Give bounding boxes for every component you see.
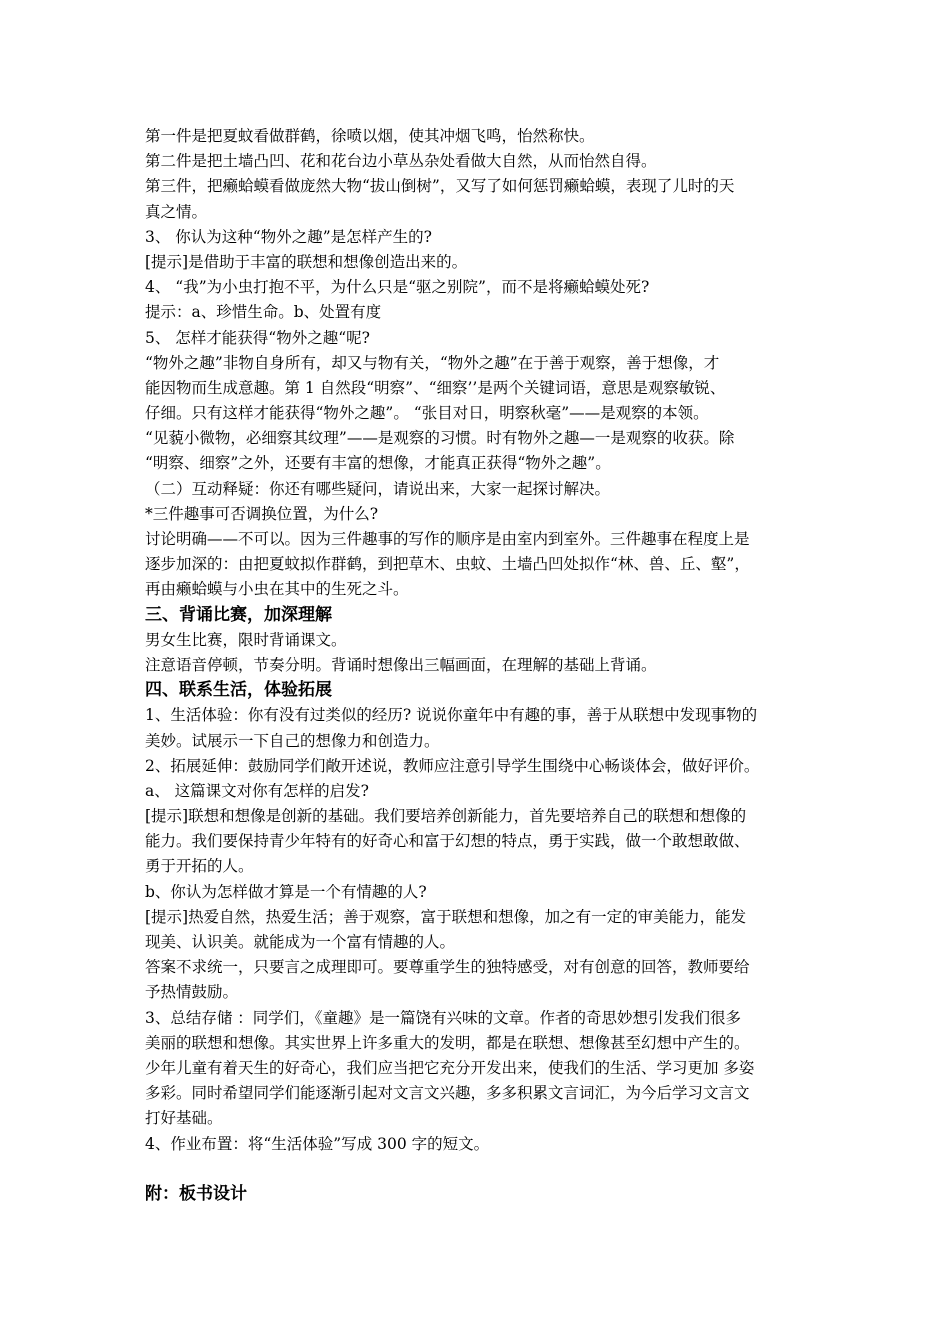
text-line: 2、拓展延伸：鼓励同学们敞开述说，教师应注意引导学生围绕中心畅谈体会，做好评价。 <box>145 756 760 775</box>
text-line: 4、 “我”为小虫打抱不平，为什么只是“驱之别院”，而不是将癞蛤蟆处死? <box>145 278 650 297</box>
text-line: b、你认为怎样做才算是一个有情趣的人? <box>145 882 427 901</box>
text-line: *三件趣事可否调换位置，为什么? <box>145 504 379 523</box>
text-line: 第三件，把癞蛤蟆看做庞然大物“拔山倒树”，又写了如何惩罚癞蛤蟆，表现了儿时的天 <box>145 177 735 196</box>
text-line: 少年儿童有着天生的好奇心，我们应当把它充分开发出来，使我们的生活、学习更加 多姿 <box>145 1058 755 1077</box>
text-line: 3、 你认为这种“物外之趣”是怎样产生的? <box>145 227 432 246</box>
text-line: 美丽的联想和想像。其实世界上许多重大的发明，都是在联想、想像甚至幻想中产生的。 <box>145 1033 750 1052</box>
text-line: 多彩。同时希望同学们能逐渐引起对文言文兴趣，多多积累文言词汇，为今后学习文言文 <box>145 1084 750 1103</box>
text-line: （二）互动释疑：你还有哪些疑问，请说出来，大家一起探讨解决。 <box>145 479 611 498</box>
text-line: “明察、细察”之外，还要有丰富的想像，才能真正获得“物外之趣”。 <box>145 454 611 473</box>
text-line: 逐步加深的：由把夏蚊拟作群鹤，到把草木、虫蚊、土墙凸凹处拟作“林、兽、丘、壑”， <box>145 555 750 574</box>
text-line: 美妙。试展示一下自己的想像力和创造力。 <box>145 731 440 750</box>
appendix-heading: 附：板书设计 <box>145 1183 247 1204</box>
text-line: [提示]是借助于丰富的联想和想像创造出来的。 <box>145 252 468 271</box>
text-line: 第二件是把土墙凸凹、花和花台边小草丛杂处看做大自然，从而怡然自得。 <box>145 152 657 171</box>
text-line: 第一件是把夏蚊看做群鹤，徐喷以烟，使其冲烟飞鸣，怡然称快。 <box>145 127 595 145</box>
text-line: 答案不求统一，只要言之成理即可。要尊重学生的独特感受，对有创意的回答，教师要给 <box>145 958 750 977</box>
section-heading-recitation: 三、背诵比赛，加深理解 <box>145 604 332 625</box>
text-line: 3、总结存储 ：同学们，《童趣》是一篇饶有兴味的文章。作者的奇思妙想引发我们很多 <box>145 1008 742 1027</box>
text-line: 再由癞蛤蟆与小虫在其中的生死之斗。 <box>145 580 409 599</box>
text-line: “见藐小微物，必细察其纹理”——是观察的习惯。时有物外之趣—一是观察的收获。除 <box>145 429 735 448</box>
text-line: 男女生比赛，限时背诵课文。 <box>145 630 347 649</box>
text-line: [提示]热爱自然，热爱生活；善于观察，富于联想和想像，加之有一定的审美能力，能发 <box>145 907 747 926</box>
text-line: 提示：a、珍惜生命。b、处置有度 <box>145 303 382 322</box>
text-line: 现美、认识美。就能成为一个富有情趣的人。 <box>145 933 456 951</box>
text-line: 打好基础。 <box>145 1109 223 1128</box>
text-line: 真之情。 <box>145 202 208 221</box>
text-line: 能力。我们要保持青少年特有的好奇心和富于幻想的特点，勇于实践，做一个敢想敢做、 <box>145 832 750 851</box>
text-line: 仔细。只有这样才能获得“物外之趣”。 “张目对日，明察秋毫”——是观察的本领。 <box>145 404 709 423</box>
text-line: 予热情鼓励。 <box>145 983 239 1002</box>
section-heading-life-connection: 四、联系生活，体验拓展 <box>145 680 332 701</box>
text-line: 5、 怎样才能获得“物外之趣“呢? <box>145 328 370 347</box>
text-line: 1、生活体验：你有没有过类似的经历? 说说你童年中有趣的事，善于从联想中发现事物的 <box>145 706 758 725</box>
recitation-section <box>145 628 813 678</box>
life-connection-section <box>145 703 813 1156</box>
text-line: a、 这篇课文对你有怎样的启发? <box>145 781 369 800</box>
text-line: 4、作业布置：将“生活体验”写成 300 字的短文。 <box>145 1134 490 1153</box>
document-body <box>145 124 813 1207</box>
text-line: 讨论明确——不可以。因为三件趣事的写作的顺序是由室内到室外。三件趣事在程度上是 <box>145 530 750 548</box>
discussion-section <box>145 124 813 603</box>
text-line: 勇于开拓的人。 <box>145 857 254 876</box>
blank-line <box>145 1157 813 1182</box>
text-line: “物外之趣”非物自身所有，却又与物有关，“物外之趣”在于善于观察，善于想像，才 <box>145 353 720 372</box>
text-line: [提示]联想和想像是创新的基础。我们要培养创新能力，首先要培养自己的联想和想像的 <box>145 807 747 826</box>
text-line: 注意语音停顿，节奏分明。背诵时想像出三幅画面，在理解的基础上背诵。 <box>145 655 657 674</box>
text-line: 能因物而生成意趣。第 1 自然段“明察”、“细察’’是两个关键词语，意思是观察敏锐、 <box>145 378 726 397</box>
